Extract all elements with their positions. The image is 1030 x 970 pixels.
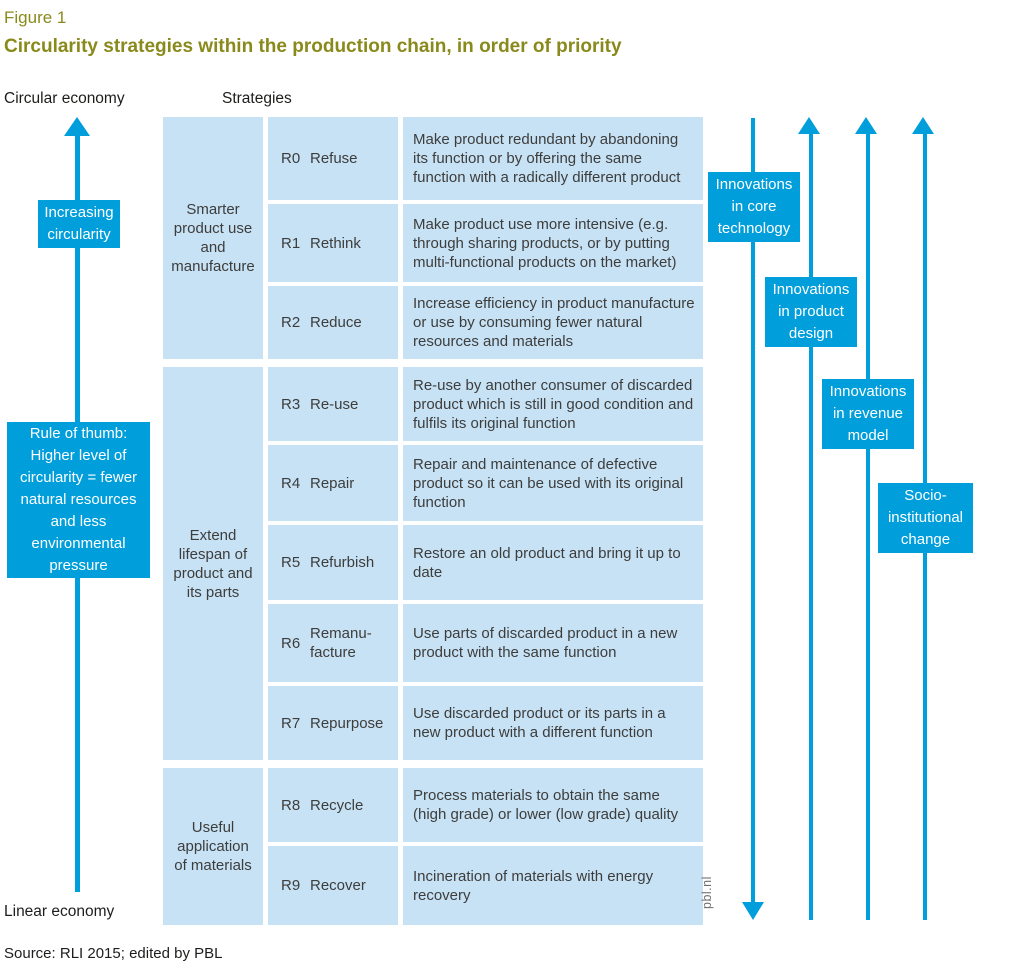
innovations-core-technology-box: Innovations in core technology <box>708 172 800 242</box>
strategy-name: Rethink <box>310 234 361 252</box>
strategy-name: Refuse <box>310 150 358 167</box>
rule-of-thumb-box: Rule of thumb: Higher level of circularity = fewer natural resources and less environmental pressure <box>7 422 150 578</box>
description-cell-r6 <box>403 604 703 682</box>
group-cell-smarter-use <box>163 117 263 359</box>
increasing-circularity-box: Increasing circularity <box>38 200 120 248</box>
strategy-cell-r6 <box>268 604 398 682</box>
strategy-code: R3 <box>281 395 301 413</box>
strategy-description: Use parts of discarded product in a new product with the same function <box>413 625 678 661</box>
description-cell-r8 <box>403 768 703 842</box>
description-cell-r3 <box>403 367 703 441</box>
description-cell-r0 <box>403 117 703 200</box>
group-cell-useful-application <box>163 768 263 925</box>
strategy-description: Increase efficiency in product manufacture or use by consuming fewer natural resources and materials <box>413 295 695 350</box>
source-note: Source: RLI 2015; edited by PBL <box>4 945 223 962</box>
strategy-name: Repair <box>310 474 355 492</box>
strategy-code: R1 <box>281 234 301 252</box>
innovations-revenue-model-box: Innovations in revenue model <box>822 379 914 449</box>
strategy-name: Recover <box>310 877 366 894</box>
strategy-code: R5 <box>281 554 301 571</box>
pbl-watermark: pbl.nl <box>700 876 714 909</box>
strategy-cell-r1 <box>268 204 398 282</box>
description-cell-r5 <box>403 525 703 600</box>
group-cell-extend-lifespan <box>163 367 263 760</box>
strategy-name: Repurpose <box>310 714 384 732</box>
strategy-code: R4 <box>281 474 301 492</box>
strategy-cell-r9 <box>268 846 398 925</box>
group-column <box>163 117 263 925</box>
description-cell-r1 <box>403 204 703 282</box>
group-label: Smarter product use and manufacture <box>171 201 255 275</box>
strategy-description: Re-use by another consumer of discarded product which is still in good condition and fulfils its original function <box>413 376 694 432</box>
strategy-cell-r8 <box>268 768 398 842</box>
strategy-code: R2 <box>281 314 301 331</box>
revenue-model-arrow-line <box>866 132 870 920</box>
socio-institutional-change-box: Socio-institutional change <box>878 483 973 553</box>
figure-label: Figure 1 <box>4 8 67 27</box>
strategy-cell-r0 <box>268 117 398 200</box>
strategy-description: Make product use more intensive (e.g. through sharing products, or by putting multi-functional products on the market) <box>413 215 677 271</box>
strategy-description: Process materials to obtain the same (high grade) or lower (low grade) quality <box>413 787 679 823</box>
group-label: Extend lifespan of product and its parts <box>173 526 253 601</box>
strategy-name: Reduce <box>310 314 362 331</box>
strategy-name: Refurbish <box>310 554 375 571</box>
strategy-code: R8 <box>281 796 301 814</box>
strategy-description: Restore an old product and bring it up to date <box>413 544 681 581</box>
strategy-code: R7 <box>281 714 301 732</box>
strategy-description: Repair and maintenance of defective product so it can be used with its original function <box>413 455 684 511</box>
strategy-name: Remanu-facture <box>310 625 372 661</box>
strategy-column <box>268 117 398 925</box>
innovations-product-design-box: Innovations in product design <box>765 277 857 347</box>
strategy-name: Recycle <box>310 796 364 814</box>
strategy-description: Make product redundant by abandoning its function or by offering the same function with a radically different product <box>413 131 681 186</box>
strategy-cell-r2 <box>268 286 398 359</box>
description-cell-r2 <box>403 286 703 359</box>
strategy-cell-r7 <box>268 686 398 760</box>
description-cell-r4 <box>403 445 703 521</box>
group-label: Useful application of materials <box>174 819 252 874</box>
strategy-code: R6 <box>281 634 301 652</box>
strategies-label: Strategies <box>222 90 292 107</box>
down-arrowhead-icon <box>742 902 764 920</box>
figure-title: Circularity strategies within the production chain, in order of priority <box>4 36 622 57</box>
description-column <box>403 117 703 925</box>
strategy-cell-r5 <box>268 525 398 600</box>
strategy-name: Re-use <box>310 395 359 413</box>
description-cell-r7 <box>403 686 703 760</box>
product-design-arrow-line <box>809 132 813 920</box>
strategy-cell-r3 <box>268 367 398 441</box>
strategy-code: R9 <box>281 877 301 894</box>
strategy-description: Incineration of materials with energy recovery <box>413 867 654 904</box>
strategy-code: R0 <box>281 150 301 167</box>
strategy-description: Use discarded product or its parts in a new product with a different function <box>413 705 666 741</box>
description-cell-r9 <box>403 846 703 925</box>
strategy-cell-r4 <box>268 445 398 521</box>
circular-economy-label: Circular economy <box>4 90 125 107</box>
linear-economy-label: Linear economy <box>4 903 115 920</box>
